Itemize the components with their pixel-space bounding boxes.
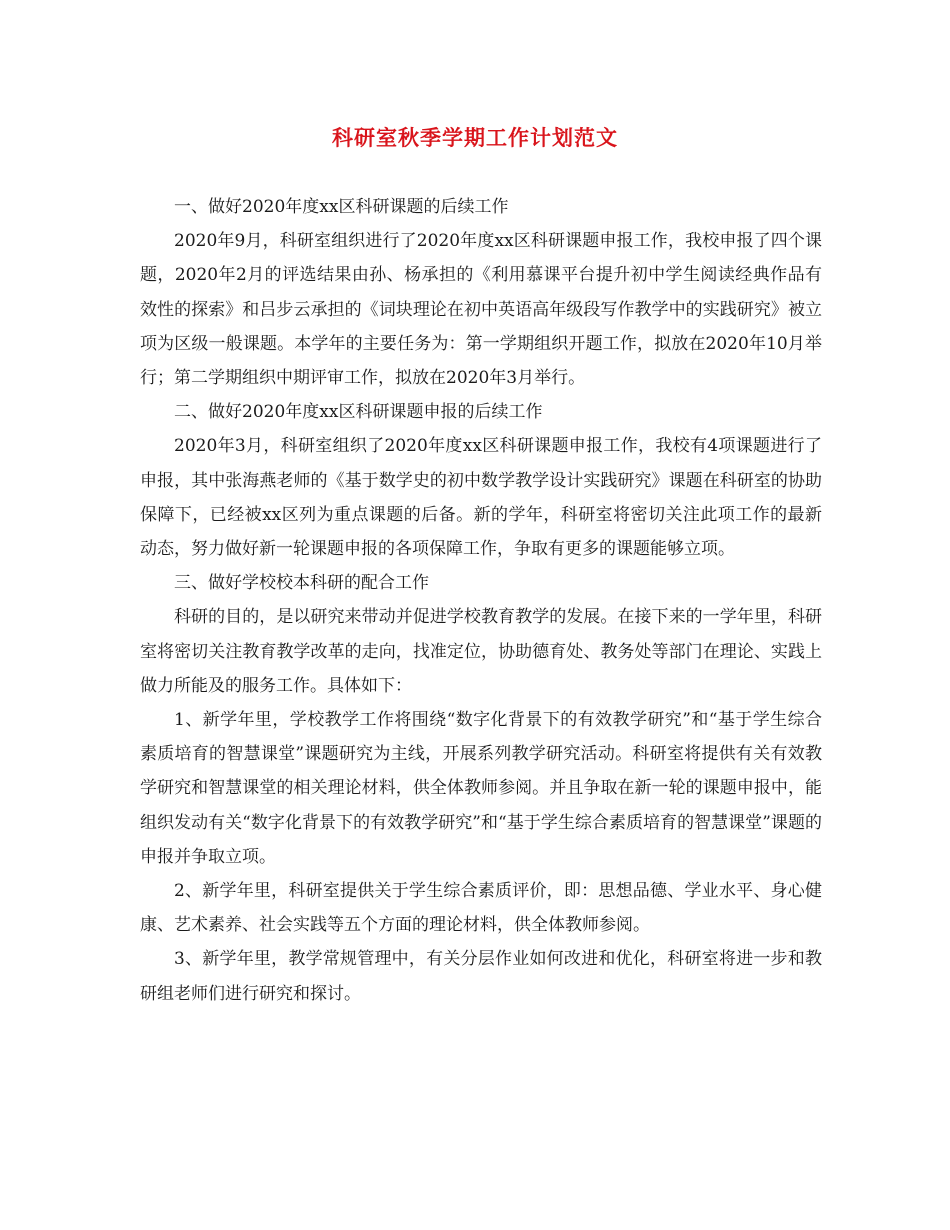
list-item-1: 1、新学年里，学校教学工作将围绕“数字化背景下的有效教学研究”和“基于学生综合素质培育的智慧课堂”课题研究为主线，开展系列教学研究活动。科研室将提供有关有效教学研究和智慧课堂的相关理论材料，供全体教师参阅。并且争取在新一轮的课题申报中，能组织发动有关“数字化背景下的有效教学研究”和“基于学生综合素质培育的智慧课堂”课题的申报并争取立项。 <box>140 710 822 867</box>
paragraph: 2020年9月，科研室组织进行了2020年度xx区科研课题申报工作，我校申报了四个课题，2020年2月的评选结果由孙、杨承担的《利用慕课平台提升初中学生阅读经典作品有效性的探索》和吕步云承担的《词块理论在初中英语高年级段写作教学中的实践研究》被立项为区级一般课题。本学年的主要任务为：第一学期组织开题工作，拟放在2020年10月举行；第二学期组织中期评审工作，拟放在2020年3月举行。 <box>140 231 822 389</box>
document-body <box>140 190 822 1011</box>
paragraph: 2020年3月，科研室组织了2020年度xx区科研课题申报工作，我校有4项课题进行了申报，其中张海燕老师的《基于数学史的初中数学教学设计实践研究》课题在科研室的协助保障下，已经被xx区列为重点课题的后备。新的学年，科研室将密切关注此项工作的最新动态，努力做好新一轮课题申报的各项保障工作，争取有更多的课题能够立项。 <box>140 436 822 560</box>
section-heading-3: 三、做好学校校本科研的配合工作 <box>174 573 429 594</box>
document-title: 科研室秋季学期工作计划范文 <box>332 126 618 150</box>
list-item-3: 3、新学年里，教学常规管理中，有关分层作业如何改进和优化，科研室将进一步和教研组老师们进行研究和探讨。 <box>140 949 822 1004</box>
section-heading-1: 一、做好2020年度xx区科研课题的后续工作 <box>174 197 509 217</box>
paragraph: 科研的目的，是以研究来带动并促进学校教育教学的发展。在接下来的一学年里，科研室将密切关注教育教学改革的走向，找准定位，协助德育处、教务处等部门在理论、实践上做力所能及的服务工作。具体如下： <box>140 607 822 696</box>
list-item-2: 2、新学年里，科研室提供关于学生综合素质评价，即：思想品德、学业水平、身心健康、艺术素养、社会实践等五个方面的理论材料，供全体教师参阅。 <box>140 881 822 936</box>
section-heading-2: 二、做好2020年度xx区科研课题申报的后续工作 <box>174 402 543 423</box>
